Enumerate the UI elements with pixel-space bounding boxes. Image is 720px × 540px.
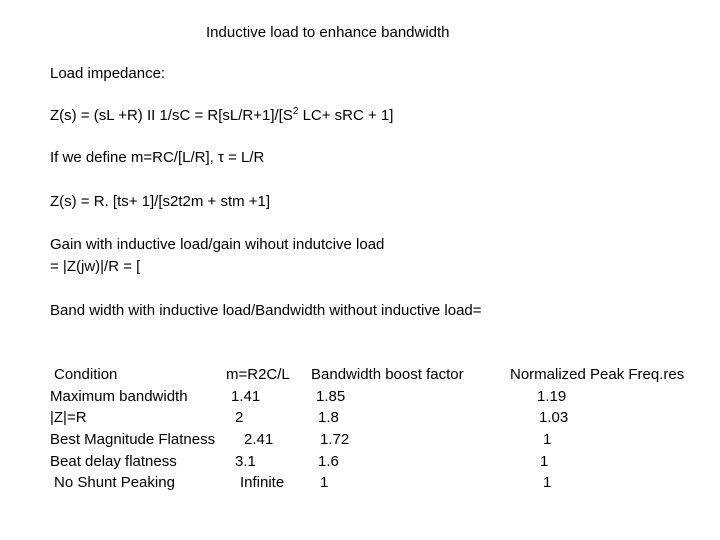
table-cell-m: 2.41: [244, 431, 274, 448]
gain-ratio-line-2: = |Z(jw)|/R = [: [50, 258, 141, 275]
impedance-equation-superscript: 2: [292, 106, 299, 117]
table-cell-condition: No Shunt Peaking: [54, 474, 175, 491]
normalized-impedance-equation: Z(s) = R. [ts+ 1]/[s2t2m + stm +1]: [50, 193, 271, 210]
table-header-peak-freq: Normalized Peak Freq.res: [510, 366, 685, 383]
table-cell-boost: 1: [320, 474, 329, 491]
table-cell-condition: Maximum bandwidth: [50, 388, 188, 405]
table-cell-peak-freq: 1: [543, 474, 552, 491]
impedance-equation-prefix: Z(s) = (sL +R) II 1/sC = R[sL/R+1]/[S: [50, 107, 293, 124]
table-cell-m: 1.41: [231, 388, 261, 405]
table-cell-boost: 1.6: [318, 453, 339, 470]
table-cell-condition: Best Magnitude Flatness: [50, 431, 216, 448]
impedance-equation: [50, 107, 393, 127]
table-cell-peak-freq: 1.03: [539, 409, 569, 426]
table-header-boost: Bandwidth boost factor: [311, 366, 464, 383]
table-cell-m: 2: [235, 409, 244, 426]
definition-line: If we define m=RC/[L/R], τ = L/R: [50, 149, 265, 166]
table-cell-peak-freq: 1: [540, 453, 549, 470]
table-cell-boost: 1.85: [316, 388, 346, 405]
table-cell-peak-freq: 1: [543, 431, 552, 448]
bandwidth-ratio-line: Band width with inductive load/Bandwidth without inductive load=: [50, 302, 482, 319]
table-cell-m: 3.1: [235, 453, 256, 470]
table-cell-peak-freq: 1.19: [537, 388, 567, 405]
impedance-equation-suffix: LC+ sRC + 1]: [298, 107, 394, 124]
table-header-m: m=R2C/L: [226, 366, 290, 383]
load-impedance-label: Load impedance:: [50, 65, 166, 82]
table-cell-boost: 1.8: [318, 409, 339, 426]
table-cell-m: Infinite: [240, 474, 285, 491]
table-cell-condition: |Z|=R: [50, 409, 87, 426]
table-cell-condition: Beat delay flatness: [50, 453, 177, 470]
gain-ratio-line-1: Gain with inductive load/gain wihout indutcive load: [50, 236, 385, 253]
table-cell-boost: 1.72: [320, 431, 350, 448]
page-title: Inductive load to enhance bandwidth: [206, 24, 450, 41]
table-header-condition: Condition: [54, 366, 118, 383]
